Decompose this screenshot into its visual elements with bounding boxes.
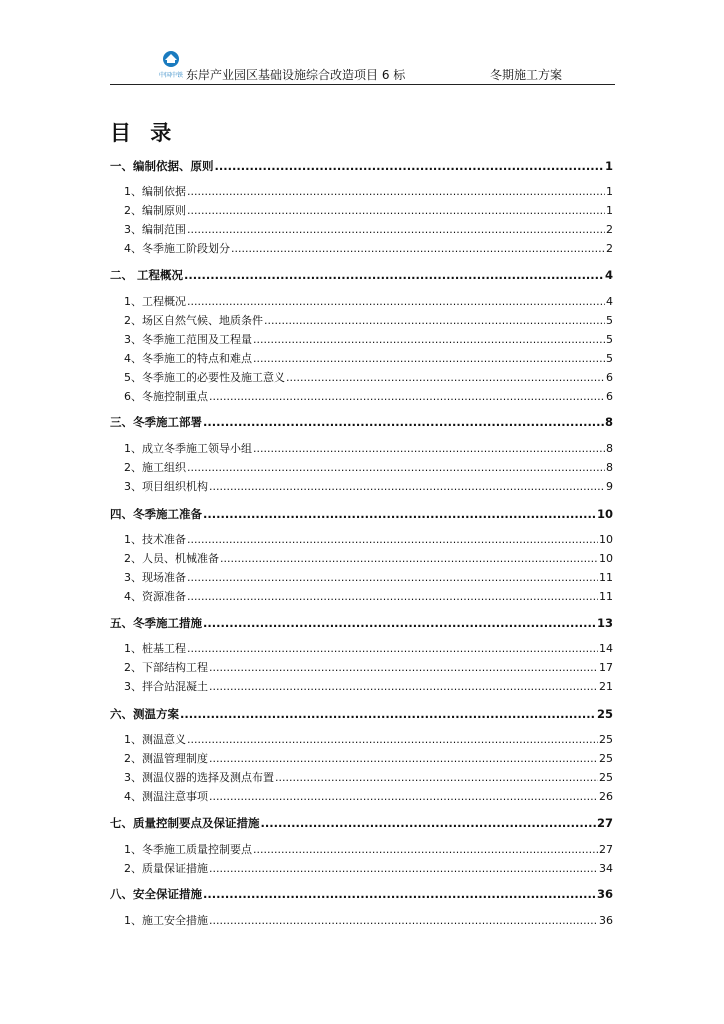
- document-name: 冬期施工方案: [490, 68, 563, 82]
- toc-page-number: 9: [606, 480, 613, 493]
- toc-section-entry[interactable]: [110, 886, 613, 902]
- dot-leader: [184, 268, 604, 282]
- toc-page-number: 8: [604, 415, 613, 429]
- toc-entry-label: 八、安全保证措施: [110, 887, 202, 901]
- toc-section-entry[interactable]: [110, 506, 613, 522]
- toc-entry-label: 4、资源准备: [124, 590, 186, 603]
- toc-page-number: 11: [599, 590, 613, 603]
- toc-page-number: 11: [599, 571, 613, 584]
- toc-page-number: 25: [599, 752, 613, 765]
- toc-page-number: 5: [606, 352, 613, 365]
- toc-entry-label: 1、测温意义: [124, 733, 186, 746]
- toc-subsection-entry[interactable]: [124, 240, 613, 256]
- toc-page-number: 25: [599, 733, 613, 746]
- toc-entry-label: 3、项目组织机构: [124, 480, 208, 493]
- toc-entry-label: 七、质量控制要点及保证措施: [110, 816, 260, 830]
- toc-entry-label: 2、下部结构工程: [124, 661, 208, 674]
- dot-leader: [209, 790, 598, 803]
- toc-entry-label: 5、冬季施工的必要性及施工意义: [124, 371, 285, 384]
- toc-heading: 目 录: [110, 121, 178, 145]
- toc-subsection-entry[interactable]: [124, 550, 613, 566]
- dot-leader: [187, 571, 598, 584]
- toc-section-entry[interactable]: [110, 158, 613, 174]
- dot-leader: [180, 707, 596, 721]
- toc-page-number: 26: [599, 790, 613, 803]
- toc-entry-label: 3、现场准备: [124, 571, 186, 584]
- toc-subsection-entry[interactable]: [124, 678, 613, 694]
- dot-leader: [203, 887, 596, 901]
- toc-page-number: 36: [599, 914, 613, 927]
- toc-page-number: 4: [604, 268, 613, 282]
- toc-subsection-entry[interactable]: [124, 388, 613, 404]
- toc-section-entry[interactable]: [110, 267, 613, 283]
- toc-entry-label: 4、冬季施工的特点和难点: [124, 352, 252, 365]
- toc-entry-label: 3、测温仪器的选择及测点布置: [124, 771, 274, 784]
- toc-entry-label: 4、冬季施工阶段划分: [124, 242, 230, 255]
- toc-subsection-entry[interactable]: [124, 750, 613, 766]
- dot-leader: [187, 733, 598, 746]
- toc-page-number: 13: [596, 616, 613, 630]
- toc-page-number: 2: [606, 223, 613, 236]
- toc-entry-label: 2、施工组织: [124, 461, 186, 474]
- toc-entry-label: 2、质量保证措施: [124, 862, 208, 875]
- toc-page-number: 27: [596, 816, 613, 830]
- toc-entry-label: 2、编制原则: [124, 204, 186, 217]
- toc-subsection-entry[interactable]: [124, 183, 613, 199]
- toc-page-number: 36: [596, 887, 613, 901]
- dot-leader: [187, 204, 605, 217]
- toc-page-number: 10: [596, 507, 613, 521]
- toc-section-entry[interactable]: [110, 615, 613, 631]
- toc-subsection-entry[interactable]: [124, 293, 613, 309]
- toc-section-entry[interactable]: [110, 706, 613, 722]
- toc-subsection-entry[interactable]: [124, 478, 613, 494]
- dot-leader: [187, 185, 605, 198]
- toc-entry-label: 1、成立冬季施工领导小组: [124, 442, 252, 455]
- toc-entry-label: 一、编制依据、原则: [110, 159, 214, 173]
- toc-subsection-entry[interactable]: [124, 912, 613, 928]
- dot-leader: [203, 415, 604, 429]
- toc-subsection-entry[interactable]: [124, 531, 613, 547]
- dot-leader: [187, 295, 605, 308]
- dot-leader: [209, 390, 605, 403]
- toc-subsection-entry[interactable]: [124, 841, 613, 857]
- toc-page-number: 6: [606, 371, 613, 384]
- toc-entry-label: 2、人员、机械准备: [124, 552, 219, 565]
- toc-page-number: 27: [599, 843, 613, 856]
- dot-leader: [253, 333, 605, 346]
- company-logo-icon: [158, 50, 184, 80]
- dot-leader: [209, 914, 598, 927]
- toc-subsection-entry[interactable]: [124, 860, 613, 876]
- toc-entry-label: 1、桩基工程: [124, 642, 186, 655]
- dot-leader: [187, 461, 605, 474]
- toc-page-number: 21: [599, 680, 613, 693]
- dot-leader: [209, 480, 605, 493]
- toc-entry-label: 1、冬季施工质量控制要点: [124, 843, 252, 856]
- dot-leader: [253, 442, 605, 455]
- logo-text: 中国中铁: [158, 72, 184, 79]
- toc-entry-label: 1、编制依据: [124, 185, 186, 198]
- toc-subsection-entry[interactable]: [124, 221, 613, 237]
- dot-leader: [209, 680, 598, 693]
- dot-leader: [209, 661, 598, 674]
- toc-subsection-entry[interactable]: [124, 659, 613, 675]
- toc-page-number: 34: [599, 862, 613, 875]
- toc-subsection-entry[interactable]: [124, 369, 613, 385]
- dot-leader: [187, 590, 598, 603]
- dot-leader: [187, 642, 598, 655]
- toc-entry-label: 3、编制范围: [124, 223, 186, 236]
- toc-page-number: 1: [606, 185, 613, 198]
- dot-leader: [264, 314, 605, 327]
- toc-entry-label: 四、冬季施工准备: [110, 507, 202, 521]
- toc-subsection-entry[interactable]: [124, 202, 613, 218]
- toc-page-number: 8: [606, 442, 613, 455]
- toc-page-number: 8: [606, 461, 613, 474]
- toc-entry-label: 三、冬季施工部署: [110, 415, 202, 429]
- toc-entry-label: 3、拌合站混凝土: [124, 680, 208, 693]
- toc-entry-label: 2、场区自然气候、地质条件: [124, 314, 263, 327]
- toc-subsection-entry[interactable]: [124, 788, 613, 804]
- toc-page-number: 1: [604, 159, 613, 173]
- dot-leader: [187, 533, 598, 546]
- toc-subsection-entry[interactable]: [124, 312, 613, 328]
- toc-page-number: 10: [599, 533, 613, 546]
- toc-page-number: 5: [606, 314, 613, 327]
- toc-subsection-entry[interactable]: [124, 588, 613, 604]
- dot-leader: [203, 507, 596, 521]
- toc-section-entry[interactable]: [110, 414, 613, 430]
- dot-leader: [203, 616, 596, 630]
- dot-leader: [275, 771, 598, 784]
- toc-entry-label: 1、技术准备: [124, 533, 186, 546]
- toc-section-entry[interactable]: [110, 815, 613, 831]
- toc-entry-label: 1、工程概况: [124, 295, 186, 308]
- toc-subsection-entry[interactable]: [124, 350, 613, 366]
- dot-leader: [209, 862, 598, 875]
- toc-page-number: 4: [606, 295, 613, 308]
- dot-leader: [253, 843, 598, 856]
- page-header: [110, 50, 615, 85]
- toc-entry-label: 六、测温方案: [110, 707, 179, 721]
- toc-page-number: 2: [606, 242, 613, 255]
- dot-leader: [231, 242, 605, 255]
- toc-entry-label: 2、测温管理制度: [124, 752, 208, 765]
- toc-subsection-entry[interactable]: [124, 440, 613, 456]
- toc-entry-label: 二、 工程概况: [110, 268, 184, 282]
- toc-subsection-entry[interactable]: [124, 640, 613, 656]
- dot-leader: [220, 552, 598, 565]
- toc-entry-label: 6、冬施控制重点: [124, 390, 208, 403]
- toc-page-number: 17: [599, 661, 613, 674]
- toc-page-number: 25: [596, 707, 613, 721]
- dot-leader: [209, 752, 598, 765]
- toc-page-number: 5: [606, 333, 613, 346]
- dot-leader: [187, 223, 605, 236]
- toc-subsection-entry[interactable]: [124, 731, 613, 747]
- toc-page-number: 10: [599, 552, 613, 565]
- toc-subsection-entry[interactable]: [124, 569, 613, 585]
- toc-page-number: 14: [599, 642, 613, 655]
- dot-leader: [253, 352, 605, 365]
- toc-entry-label: 五、冬季施工措施: [110, 616, 202, 630]
- toc-subsection-entry[interactable]: [124, 459, 613, 475]
- dot-leader: [215, 159, 604, 173]
- project-title: 东岸产业园区基础设施综合改造项目 6 标: [186, 68, 406, 82]
- dot-leader: [286, 371, 605, 384]
- toc-entry-label: 1、施工安全措施: [124, 914, 208, 927]
- toc-entry-label: 4、测温注意事项: [124, 790, 208, 803]
- toc-subsection-entry[interactable]: [124, 769, 613, 785]
- dot-leader: [261, 816, 596, 830]
- toc-subsection-entry[interactable]: [124, 331, 613, 347]
- toc-page-number: 6: [606, 390, 613, 403]
- toc-page-number: 25: [599, 771, 613, 784]
- toc-page-number: 1: [606, 204, 613, 217]
- toc-entry-label: 3、冬季施工范围及工程量: [124, 333, 252, 346]
